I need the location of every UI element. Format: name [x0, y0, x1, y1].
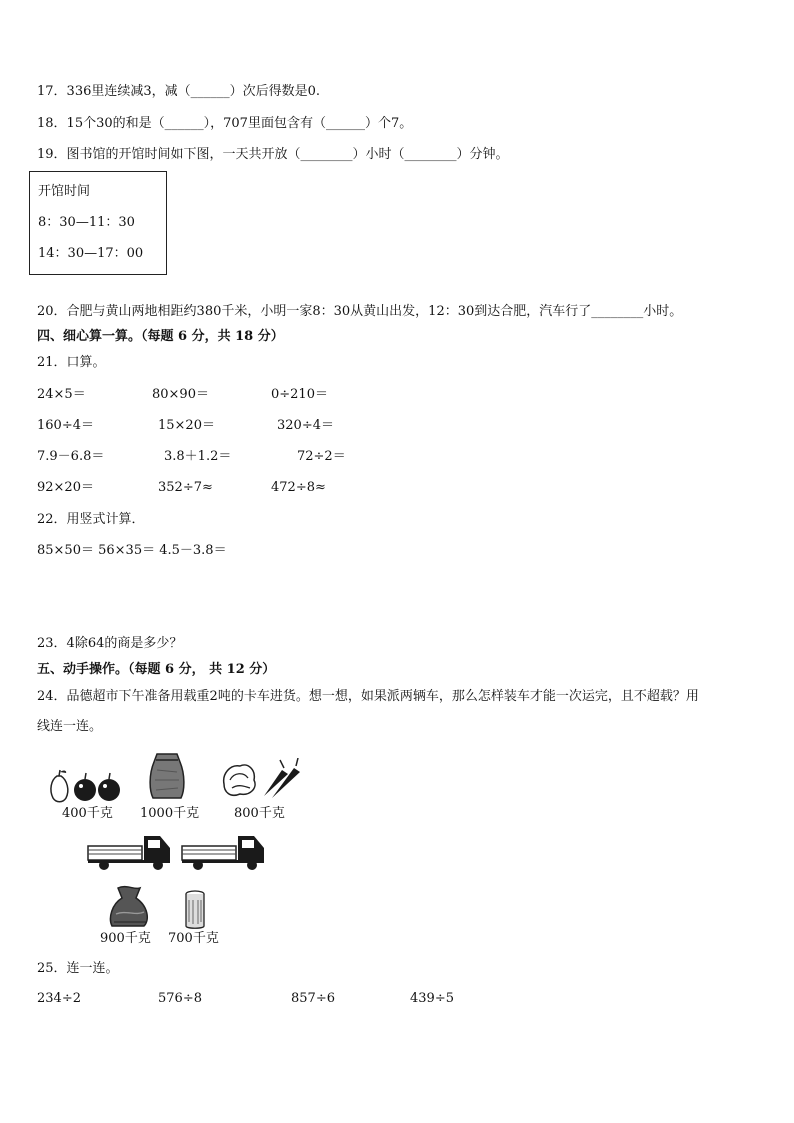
vegetables-icon	[220, 758, 302, 800]
section-4-heading: 四、细心算一算。（每题 6 分，共 18 分）	[37, 329, 284, 344]
oral-calc-1-2: 80×90＝	[152, 387, 209, 402]
oral-calc-2-2: 15×20＝	[158, 418, 215, 433]
match-item-2[interactable]: 576÷8	[158, 991, 202, 1006]
oral-calc-3-3: 72÷2＝	[297, 449, 346, 464]
opening-hours-title: 开馆时间	[38, 184, 91, 199]
opening-hours-morning: 8：30—11：30	[38, 215, 135, 230]
question-20: 20．合肥与黄山两地相距约380千米，小明一家8：30从黄山出发，12：30到达合肥，汽车行了________小时。	[37, 304, 683, 319]
oral-calc-2-1: 160÷4＝	[37, 418, 94, 433]
fruit-weight-label: 400千克	[62, 806, 113, 821]
oral-calc-4-1: 92×20＝	[37, 480, 94, 495]
match-item-1[interactable]: 234÷2	[37, 991, 81, 1006]
oral-calc-1-3: 0÷210＝	[271, 387, 328, 402]
match-item-3[interactable]: 857÷6	[291, 991, 335, 1006]
oral-calc-3-1: 7.9－6.8＝	[37, 449, 105, 464]
can-icon	[184, 890, 206, 930]
match-item-4[interactable]: 439÷5	[410, 991, 454, 1006]
question-24-line-2: 线连一连。	[37, 719, 103, 734]
oral-calc-2-3: 320÷4＝	[277, 418, 334, 433]
question-24-line-1: 24．品德超市下午准备用载重2吨的卡车进货。想一想，如果派两辆车，那么怎样装车才能一次运完，且不超载？用	[37, 689, 699, 704]
question-22: 22．用竖式计算．	[37, 512, 145, 527]
bag-icon	[106, 884, 154, 930]
fruit-icon	[47, 768, 122, 804]
oral-calc-4-2: 352÷7≈	[158, 480, 213, 495]
question-17: 17．336里连续减3，减（______）次后得数是0.	[37, 84, 321, 99]
question-21: 21．口算。	[37, 355, 106, 370]
opening-hours-afternoon: 14：30—17：00	[38, 246, 144, 261]
oral-calc-3-2: 3.8＋1.2＝	[164, 449, 232, 464]
can-weight-label: 700千克	[168, 931, 219, 946]
question-19: 19．图书馆的开馆时间如下图，一天共开放（________）小时（________）分钟。	[37, 147, 509, 162]
question-18: 18．15个30的和是（______），707里面包含有（______）个7。	[37, 116, 413, 131]
oral-calc-4-3: 472÷8≈	[271, 480, 326, 495]
section-5-heading: 五、动手操作。（每题 6 分， 共 12 分）	[37, 662, 276, 677]
question-22-items: 85×50＝ 56×35＝ 4.5－3.8＝	[37, 543, 227, 558]
question-25: 25．连一连。	[37, 961, 119, 976]
bag-weight-label: 900千克	[100, 931, 151, 946]
oral-calc-1-1: 24×5＝	[37, 387, 86, 402]
vegetables-weight-label: 800千克	[234, 806, 285, 821]
opening-hours-box	[29, 171, 167, 275]
truck-1-icon[interactable]	[86, 832, 174, 872]
question-23: 23．4除64的商是多少？	[37, 636, 183, 651]
truck-2-icon[interactable]	[180, 832, 268, 872]
sack-weight-label: 1000千克	[140, 806, 200, 821]
sack-icon	[147, 750, 187, 802]
